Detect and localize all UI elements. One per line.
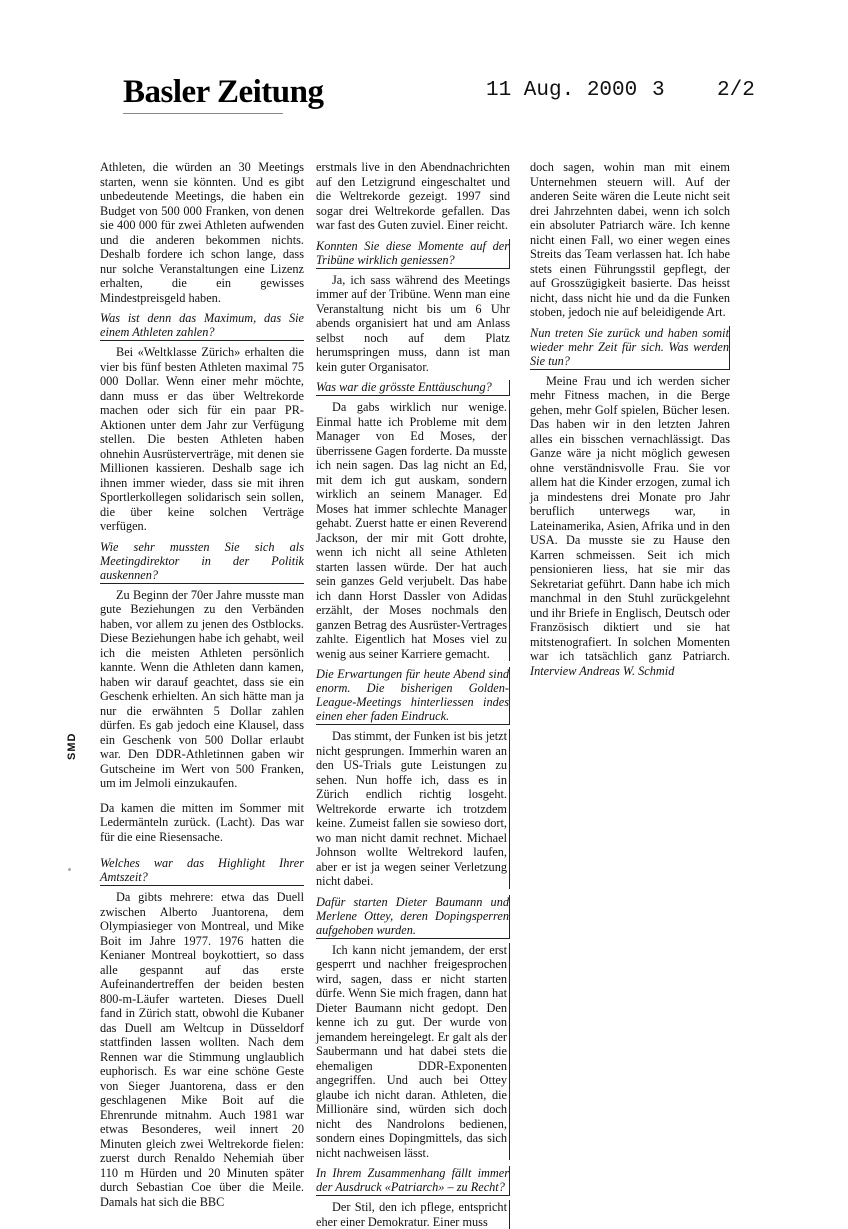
paragraph: Der Stil, den ich pflege, entspricht eher einer Demokratur. Einer muss <box>316 1200 510 1229</box>
paragraph: Ich kann nicht jemandem, der erst gesperrt und nachher freigesprochen wird, sagen, dass er nicht starten dürfe. Wenn Sie mich fragen, dann hat Dieter Baumann nicht gedopt. Den kenne ich zu gut. Der wurde von jemandem hereingelegt. Er galt als der Saubermann und hat dabei stets die ehemaligen DDR-Exponenten angegriffen. Und auch bei Ottey glaube ich nicht daran. Athleten, die Millionäre sind, würden sich doch nicht des Nandrolons bedienen, sondern eines Dopingmittels, das sich nicht nachweisen lässt. <box>316 943 510 1161</box>
paragraph: Bei «Weltklasse Zürich» erhalten die vier bis fünf besten Athleten maximal 75 000 Dollar. Wenn einer mehr möchte, dann muss er das über Weltrekorde machen oder sich für ein paar PR-Aktionen unter dem Jahr zur Verfügung stellen. Die besten Athleten haben ohnehin Ausrüsterverträge, mit denen sie Millionen kassieren. Deshalb sage ich ihnen immer wieder, dass sie mit ihren Sportlerkollegen solidarisch sein sollen, die über keine solchen Verträge verfügen. <box>100 345 304 533</box>
paragraph: doch sagen, wohin man mit einem Unternehmen steuern will. Auf der anderen Seite wären die Leute nicht seit drei Jahrzehnten dabei, wenn ich solch ein absoluter Patriarch wäre. Ich kenne nicht einen Fall, wo einer wegen eines Streits das Team verlassen hat. Ich habe stets einen Führungsstil gepflegt, der auf Grosszügigkeit basierte. Das heisst nicht, dass nicht hie und da die Funken stoben, jedoch nie auf beleidigende Art. <box>530 160 730 319</box>
fax-speck <box>68 868 71 871</box>
article-column-2 <box>316 160 510 1229</box>
interview-question: Nun treten Sie zurück und haben somit wieder mehr Zeit für sich. Was werden Sie tun? <box>530 325 729 368</box>
paragraph: Athleten, die würden an 30 Meetings starten, wenn sie könnten. Und es gibt unbedeutende Meetings, die haben ein Budget von 500 000 Franken, von denen sie 400 000 für zwei Athleten aufwenden und die anderen bekommen nichts. Deshalb fordere ich schon lange, dass nur solche Veranstaltungen eine Lizenz erhalten, die ein gewisses Mindestpreisgeld haben. <box>100 160 304 305</box>
author-signature: Interview Andreas W. Schmid <box>530 663 675 678</box>
interview-question: Wie sehr mussten Sie sich als Meetingdirektor in der Politik auskennen? <box>100 539 304 582</box>
fax-date: 11 Aug. 2000 <box>486 79 638 102</box>
side-stamp: SMD <box>66 732 78 760</box>
interview-question: Was ist denn das Maximum, das Sie einem Athleten zahlen? <box>100 311 304 339</box>
paragraph: Ja, ich sass während des Meetings immer auf der Tribüne. Wenn man eine Veranstaltung nicht bis um 6 Uhr abends organisiert hat und am Anlass selbst noch auf dem Platz herumspringen muss, dann ist man kein guter Organisator. <box>316 272 510 374</box>
paragraph: Da gabs wirklich nur wenige. Einmal hatte ich Probleme mit dem Manager von Ed Moses, der überrissene Gagen forderte. Da musste ich nein sagen. Das lag nicht an Ed, mit dem ich gut auskam, sondern wirklich an seinem Manager. Ed Moses hat immer schlechte Manager gehabt. Zuerst hatte er einen Reverend Jackson, der mir mit Gott drohte, wenn ich nicht all seine Athleten starten lassen würde. Der hat auch sein ganzes Geld verjubelt. Das habe ich dann Horst Dassler von Adidas erzählt, der Moses nochmals den ganzen Betrag des Ausrüster-Vertrages zahlte. Eigentlich hat Moses viel zu wenig aus seiner Karriere gemacht. <box>316 400 510 661</box>
article-column-1 <box>100 160 304 1209</box>
paragraph-text: Meine Frau und ich werden sicher mehr Fitness machen, in die Berge gehen, mehr Golf spielen, Bücher lesen. Das haben wir in den letzten Jahren alles ein bisschen vernachlässigt. Das Ganze wäre ja nicht möglich gewesen ohne verständnisvolle Frau. Sie vor allem hat die Kinder erzogen, zumal ich ja mindestens drei Monate pro Jahr beruflich unterwegs war, in Lateinamerika, Asien, Afrika und in den USA. Da musste sie zu Hause den Karren schmeissen. Seit ich mich pensionieren liess, hat sie mir das Sekretariat geführt. Dann habe ich mich manchmal in den Stuhl zurückgelehnt und ihr Briefe in Englisch, Deutsch oder Französisch diktiert und sie hat mitstenografiert. In solchen Momenten war ich tatsächlich ganz Patriarch. <box>530 373 730 663</box>
paragraph: Das stimmt, der Funken ist bis jetzt nicht gesprungen. Immerhin waren an den US-Trials gute Leistungen zu sehen. Nun hoffe ich, dass es in Zürich endlich richtig losgeht. Weltrekorde erwarte ich trotzdem keine. Zumeist fallen sie sowieso dort, wo man nicht damit rechnet. Michael Johnson wollte Weltrekord laufen, aber er ist ja wegen seiner Verletzung nicht dabei. <box>316 729 510 889</box>
interview-question: Welches war das Highlight Ihrer Amtszeit? <box>100 856 304 884</box>
interview-question: In Ihrem Zusammenhang fällt immer der Ausdruck «Patriarch» – zu Recht? <box>316 1166 509 1194</box>
interview-question: Konnten Sie diese Momente auf der Tribüne wirklich geniessen? <box>316 238 509 267</box>
newspaper-masthead: Basler Zeitung <box>123 74 324 110</box>
article-column-3 <box>530 160 730 678</box>
interview-question: Was war die grösste Enttäuschung? <box>316 380 510 396</box>
interview-question: Die Erwartungen für heute Abend sind enorm. Die bisherigen Golden-League-Meetings hinterliessen indes einen eher faden Eindruck. <box>316 667 509 723</box>
paragraph: Da kamen die mitten im Sommer mit Ledermänteln zurück. (Lacht). Das war für die eine Riesensache. <box>100 800 304 844</box>
interview-question: Dafür starten Dieter Baumann und Merlene Ottey, deren Dopingsperren aufgehoben wurden. <box>316 894 509 937</box>
fax-page-count: 2/2 <box>717 79 755 102</box>
paragraph: Da gibts mehrere: etwa das Duell zwischen Alberto Juantorena, dem Olympiasieger von Montreal, und Mike Boit im Jahre 1977. 1976 hatten die Kenianer Montreal boykottiert, so dass alle gespannt auf das erste Aufeinandertreffen der beiden besten 800-m-Läufer warteten. Dieses Duell fand in Zürich statt, obwohl die Kubaner das Duell am Weltcup in Düsseldorf stattfinden lassen wollten. Nach dem Rennen war die Stimmung unglaublich euphorisch. Es war eine schöne Geste von Sieger Juantorena, dass er den geschlagenen Mike Boit auf die Ehrenrunde mitnahm. Auch 1981 war etwas Besonderes, weil innert 20 Minuten gleich zwei Weltrekorde fielen: zuerst durch Renaldo Nehemiah über 110 m Hürden und 20 Minuten später durch Sebastian Coe über die Meile. Damals hat sich die BBC <box>100 890 304 1209</box>
paragraph <box>530 374 730 679</box>
paragraph: Zu Beginn der 70er Jahre musste man gute Beziehungen zu den Verbänden haben, vor allem zu jenen des Ostblocks. Diese Beziehungen habe ich gehabt, weil ich die meisten Athleten persönlich kannte. Wenn die Athleten dann kamen, haben wir darauf geachtet, dass sie ein Geschenk erhielten. An sich hätte man ja nur die erwähnten 5 Dollar zahlen dürfen. Es gab jedoch eine Klausel, dass ein Geschenk von 500 Dollar erlaubt war. Den DDR-Athletinnen gaben wir Gutscheine im Wert von 500 Franken, um im Jelmoli einzukaufen. <box>100 587 304 790</box>
masthead-underline <box>123 113 283 114</box>
paragraph: erstmals live in den Abendnachrichten auf den Letzigrund eingeschaltet und die Weltrekorde gezeigt. 1997 sind sogar drei Weltrekorde gefallen. Das war fast des Guten zuviel. Einer reicht. <box>316 160 510 232</box>
fax-page-number: 3 <box>652 79 665 102</box>
